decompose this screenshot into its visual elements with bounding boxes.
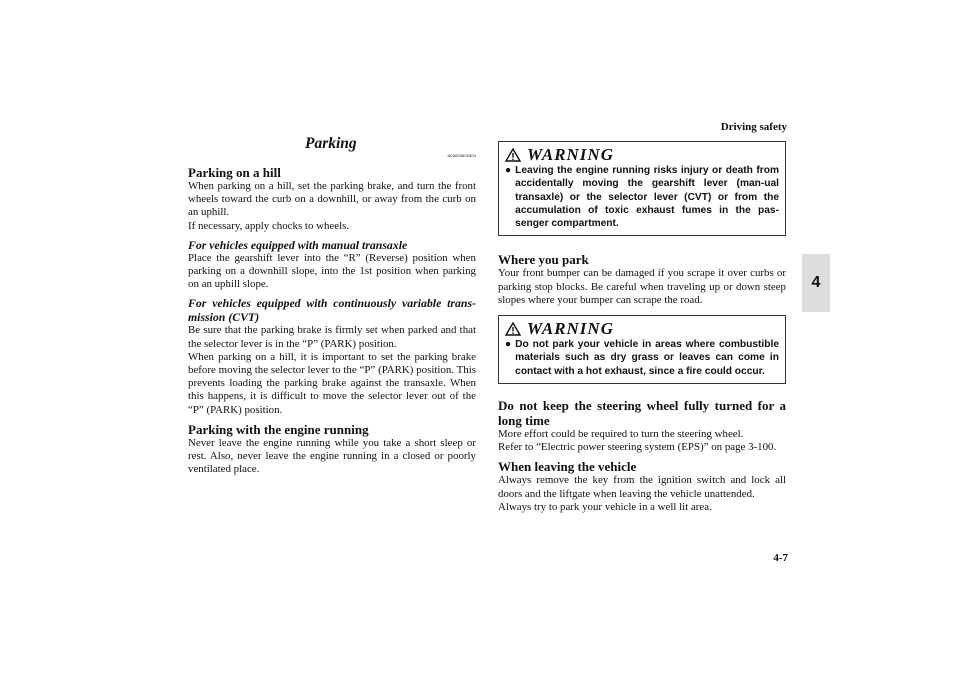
warning-text-engine: Leaving the engine running risks injury or death from accidentally moving the gearshift lever (man-ual transaxle) or the selector lever (CVT) or from the accumulation of toxic exhaust fumes in the pas-senger compartment.: [515, 165, 779, 230]
heading-steering-wheel: Do not keep the steering wheel fully turned for a long time: [498, 397, 786, 428]
heading-manual-transaxle: For vehicles equipped with manual transaxle: [188, 237, 408, 252]
paragraph-where-you-park: Your front bumper can be damaged if you scrape it over curbs or parking stop blocks. Be careful when traveling up or down steep slopes where your bumper can scrape the road.: [498, 267, 786, 306]
left-column: [188, 137, 476, 476]
paragraph-cvt-hill: When parking on a hill, it is important to set the parking brake before moving the selector lever to the “P” (PARK) position. This prevents loading the parking brake against the transaxle. When this happens, it is difficult to move the selector lever out of the “P” (PARK) position.: [188, 350, 476, 416]
bullet-icon: ●: [505, 339, 512, 351]
paragraph-cvt-park: Be sure that the parking brake is firmly set when parked and that the selector lever is in the “P” (PARK) position.: [188, 324, 476, 350]
bullet-icon: ●: [505, 165, 512, 176]
warning-box-fire: [498, 315, 786, 384]
heading-cvt: For vehicles equipped with continuously variable trans-mission (CVT): [188, 296, 476, 325]
paragraph-leaving-vehicle: Always remove the key from the ignition switch and lock all doors and the liftgate when leaving the vehicle unattended.: [498, 474, 786, 500]
warning-text-fire: Do not park your vehicle in areas where combustible materials such as dry grass or leaves can come in contact with a hot exhaust, since a fire could occur.: [515, 339, 779, 377]
page-title: Parking: [305, 135, 357, 152]
warning-box-engine: [498, 141, 786, 236]
paragraph-engine-running: Never leave the engine running while you take a short sleep or rest. Also, never leave the engine running in a closed or poorly ventilated place.: [188, 436, 476, 476]
heading-leaving-vehicle: When leaving the vehicle: [498, 459, 637, 475]
paragraph-parking-on-a-hill: When parking on a hill, set the parking brake, and turn the front wheels toward the curb on a downhill, or away from the curb on an uphill.: [188, 180, 476, 219]
paragraph-steering-reference: Refer to “Electric power steering system (EPS)” on page 3-100.: [498, 441, 777, 454]
warning-label: WARNING: [527, 145, 614, 165]
heading-engine-running: Parking with the engine running: [188, 421, 369, 437]
heading-parking-on-a-hill: Parking on a hill: [188, 165, 281, 180]
paragraph-steering-effort: More effort could be required to turn the steering wheel.: [498, 427, 744, 440]
document-code: N00629600304: [447, 153, 476, 158]
paragraph-well-lit-area: Always try to park your vehicle in a well lit area.: [498, 500, 712, 513]
paragraph-manual-transaxle: Place the gearshift lever into the “R” (Reverse) position when parking on a downhill slope, into the 1st position when parking on an uphill slope.: [188, 251, 476, 291]
warning-label: WARNING: [527, 319, 614, 339]
page-number: 4-7: [773, 552, 788, 564]
chapter-tab: 4: [802, 254, 830, 312]
running-header: Driving safety: [720, 121, 787, 133]
warning-triangle-icon: [505, 148, 521, 162]
warning-triangle-icon: [505, 322, 521, 336]
title-row: [188, 137, 476, 159]
heading-where-you-park: Where you park: [498, 252, 589, 268]
right-column: [498, 137, 786, 514]
paragraph-apply-chocks: If necessary, apply chocks to wheels.: [188, 219, 350, 232]
